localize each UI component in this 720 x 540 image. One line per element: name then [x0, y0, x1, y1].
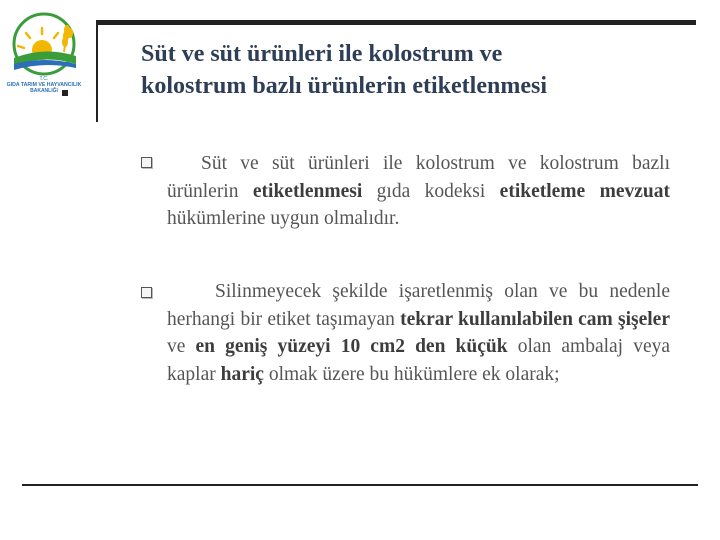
bullet-1-text-1: Süt ve süt ürünleri ile kolostrum ve kolostrum bazlı ürünlerin [167, 153, 670, 202]
corner-marker [62, 90, 68, 96]
bottom-divider [22, 484, 698, 486]
logo-text-tc: T.C. [39, 76, 49, 82]
bullet-1-bold-1: etiketlenmesi [252, 180, 363, 202]
bullet-2-text-1: Silinmeyecek şekilde işaretlenmiş olan ve bu nedenle herhangi bir etiket taşımayan [167, 281, 670, 330]
bullet-2-bold-3: hariç [220, 363, 264, 385]
bullet-1-text-2: gıda kodeksi [362, 180, 500, 202]
top-divider [96, 20, 696, 25]
slide-title [141, 38, 701, 102]
title-line-2: kolostrum bazlı ürünlerin etiketlenmesi [141, 73, 547, 99]
bullet-2-text-4: olmak üzere bu hükümlere ek olarak; [263, 363, 560, 385]
bullet-2-text-3: olan ambalaj veya kaplar [167, 336, 671, 385]
left-divider [96, 22, 98, 122]
bullet-square-icon [141, 287, 152, 298]
bullet-2-bold-2: en geniş yüzeyi 10 cm2 den küçük [195, 336, 508, 357]
bullet-2-text-2: ve [167, 336, 196, 357]
logo-text-ministry: BAKANLIĞI [30, 88, 58, 94]
bullet-2-bold-1: tekrar kullanılabilen cam şişeler [400, 308, 670, 330]
logo-text-name: GIDA TARIM VE HAYVANCILIK [6, 82, 82, 88]
bullet-paragraph-2 [167, 278, 670, 388]
ministry-logo [4, 6, 94, 96]
bullet-square-icon [141, 157, 152, 168]
bullet-1-text-3: hükümlerine uygun olmalıdır. [167, 208, 400, 229]
bullet-1-bold-2: etiketleme mevzuat [499, 180, 670, 202]
bullet-paragraph-1 [167, 150, 670, 233]
title-line-1: Süt ve süt ürünleri ile kolostrum ve [141, 41, 503, 67]
